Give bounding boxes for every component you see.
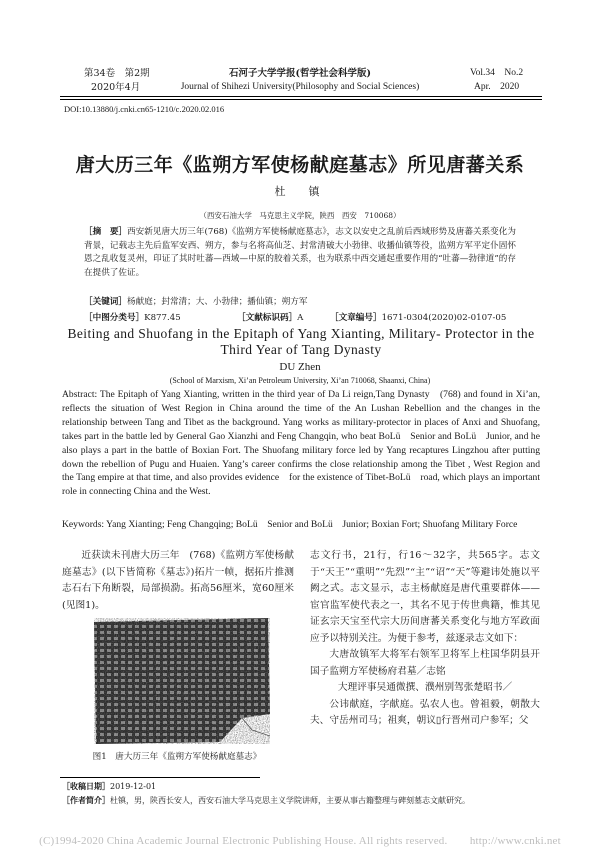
- keywords-cn-label: ［关键词］: [84, 297, 127, 307]
- abstract-en-label: Abstract:: [62, 389, 98, 400]
- abstract-en-text: The Epitaph of Yang Xianting, written in the third year of Da Li reign,Tang Dynasty (768) and found in Xi’an, reflects the situation of West Region in China around the time of the An Lushan Rebellion and the changes in the relationship between Tang and Tibet as the background. Yang works as military-protector in places of Anxi and Shuofang, takes part in the battle led by General Gao Xianzhi and Feng Changqin, who beat BoLü Senior and BoLü Junior, and he also plays a part in the battle of Boxian Fort. The Shuofang military force led by Yang recaptures Lingzhou after putting down the rebellion of Pugu and Huaien. Yang’s career confirms the close relationship among the Tibet , West Region and the Tang empire at that time, and also provides evidence for the existence of Tibet-BoLü road, which plays an important role in connecting China and the West.: [62, 389, 541, 498]
- keywords-cn: [84, 295, 516, 307]
- abstract-en: [62, 388, 540, 499]
- affiliation-en: (School of Marxism, Xi’an Petroleum University, Xi’an 710068, Shaanxi, China): [169, 376, 431, 385]
- header-rule-thin: [60, 99, 542, 100]
- abstract-cn: [84, 226, 516, 280]
- body-left-paragraph: 近获读未刊唐大历三年 (768)《监朔方军使杨献庭墓志》(以下皆简称《墓志》)拓片一帧，据拓片推测志石右下角断裂，局部损泐。拓高56厘米，宽60厘米(见图1)。: [62, 550, 294, 611]
- figure-caption: 图1 唐大历三年《监朔方军使杨献庭墓志》: [92, 752, 262, 762]
- header-volume-cn: 第34卷 第2期: [84, 68, 150, 79]
- header-journal-en: Journal of Shihezi University(Philosophy and Social Sciences): [180, 82, 420, 92]
- epitaph-text-line: 公讳献庭，字献庭。弘农人也。曾祖毅，朝散大夫、守岳州司马；祖爽，朝议▯行晋州司户参军；父: [310, 698, 540, 726]
- article-number-label: ［文章编号］: [330, 313, 382, 323]
- clc-value: K877.45: [144, 313, 181, 323]
- doi: DOI:10.13880/j.cnki.cn65-1210/c.2020.02.016: [64, 104, 225, 114]
- body-right-column: [310, 548, 540, 730]
- abstract-cn-text: 西安新见唐大历三年(768)《监朔方军使杨献庭墓志》，志文以安史之乱前后西域形势及唐蕃关系变化为背景，记载志主先后监军安西、朔方，参与名将高仙芝、封常清破大小勃律、收播仙镇等役，监朔方军平定仆固怀恩之乱收复灵州，印证了其时吐蕃—西域—中原的胶着关系，也为联系中西交通起重要作用的“吐蕃—勃律道”的存在提供了佐证。: [84, 227, 516, 278]
- doc-code-label: ［文献标识码］: [237, 313, 298, 323]
- clc-label: ［中图分类号］: [84, 313, 145, 323]
- author-bio: [62, 795, 542, 806]
- doc-code-value: A: [297, 313, 304, 323]
- copyright-watermark: (C)1994-2020 China Academic Journal Electronic Publishing House. All rights reserved. http://www.cnki.net: [39, 835, 561, 847]
- keywords-en: [62, 518, 540, 532]
- header-volume-en: Vol.34 No.2: [470, 68, 524, 78]
- header-rule-thick: [60, 96, 542, 97]
- author-bio-label: ［作者简介］: [62, 795, 110, 805]
- received-date: [62, 781, 542, 792]
- keywords-cn-text: 杨献庭；封常清；大、小勃律；播仙镇；朔方军: [126, 297, 308, 307]
- keywords-en-label: Keywords:: [62, 519, 105, 530]
- received-label: ［收稿日期］: [62, 781, 110, 791]
- body-right-paragraph-1: 志文行书，21行，行16～32字，共565字。志文于“天王”“重明”“先烈”“主”“诏”“天”等避讳处施以平阙之式。志文显示，志主杨献庭是唐代重要群体——宦官监军使代表之一，其名不见于传世典籍，惟其见证玄宗天宝至代宗大历间唐蕃关系变化与地方军政面应予以特别关注。为便于参考，兹逐录志文如下：: [310, 550, 540, 644]
- abstract-cn-label: ［摘 要］: [84, 227, 128, 237]
- author-cn: 杜 镇: [274, 185, 326, 198]
- epitaph-author-line: 大理评事吴通微撰、濮州别驾张楚昭书／: [337, 682, 513, 693]
- affiliation-cn: （西安石油大学 马克思主义学院，陕西 西安 710068）: [199, 211, 401, 220]
- footnote-rule: [60, 777, 260, 778]
- classification-number: [84, 311, 181, 323]
- header-journal-cn: 石河子大学学报(哲学社会科学版): [229, 68, 371, 79]
- author-bio-text: 杜镇，男，陕西长安人，西安石油大学马克思主义学院讲师，主要从事古籍整理与碑刻墓志文献研究。: [110, 796, 470, 805]
- epitaph-title-line: 大唐故镇军大将军右领军卫将军上柱国华阴县开国子监朔方军使杨府君墓／志铭: [310, 649, 540, 677]
- epitaph-rubbing-image: [92, 618, 270, 744]
- document-code: [237, 311, 303, 323]
- header-date-cn: 2020年4月: [91, 82, 141, 93]
- author-en: DU Zhen: [279, 361, 321, 373]
- paper-title-en: Beiting and Shuofang in the Epitaph of Yang Xianting, Military- Protector in the Third Year of Tang Dynasty: [67, 326, 535, 357]
- article-number: [330, 311, 506, 323]
- article-number-value: 1671-0304(2020)02-0107-05: [381, 313, 507, 323]
- keywords-en-text: Yang Xianting; Feng Changqing; BoLü Senior and BoLü Junior; Boxian Fort; Shuofang Military Force: [106, 519, 518, 530]
- body-left-column: [62, 548, 294, 614]
- header-date-en: Apr. 2020: [474, 82, 520, 92]
- paper-title-cn: 唐大历三年《监朔方军使杨献庭墓志》所见唐蕃关系: [75, 154, 525, 176]
- received-value: 2019-12-01: [110, 782, 157, 791]
